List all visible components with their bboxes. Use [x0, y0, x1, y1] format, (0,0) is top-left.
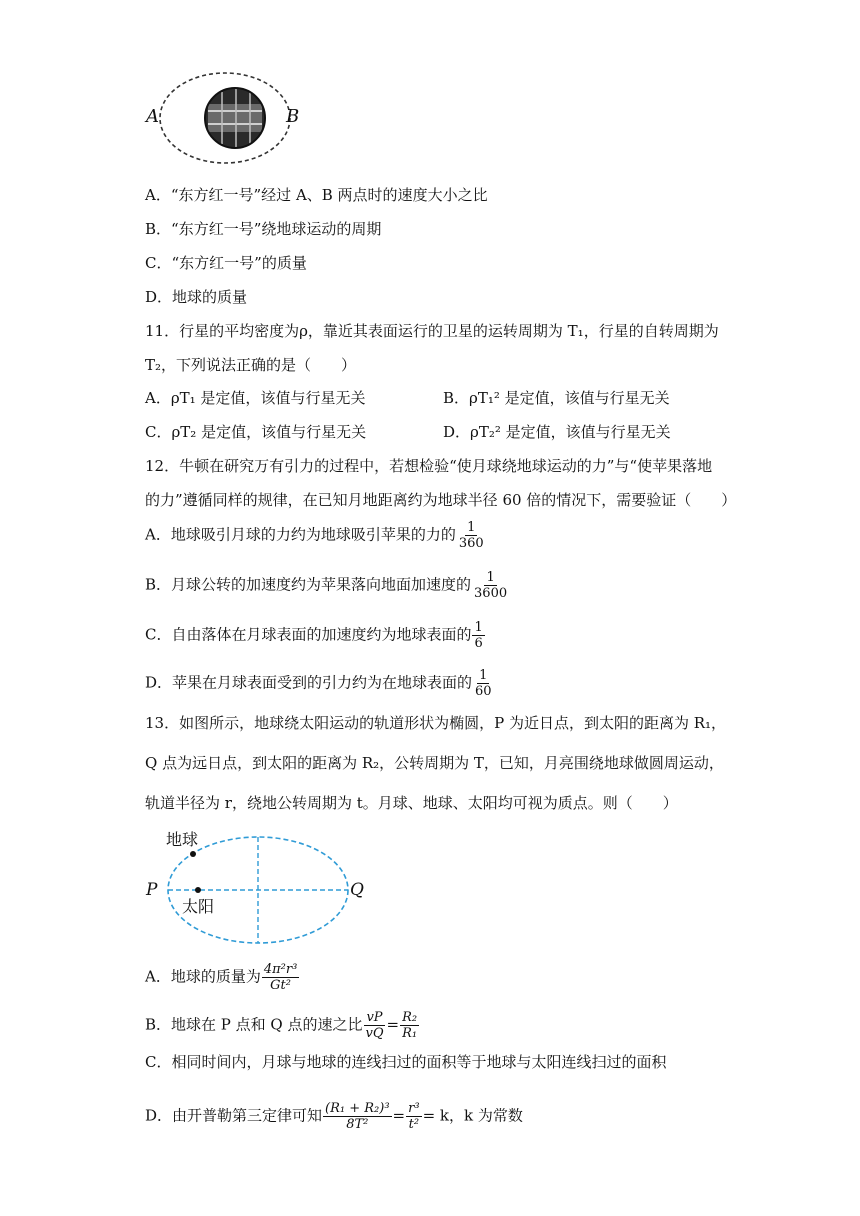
- q12-stem-line2: 的力”遵循同样的规律，在已知月地距离约为地球半径 60 倍的情况下，需要验证（ ）: [145, 491, 737, 509]
- earth-orbit-figure: [140, 822, 380, 950]
- q12-stem-line1: 12．牛顿在研究万有引力的过程中，若想检验“使月球绕地球运动的力”与“使苹果落地: [145, 457, 713, 475]
- q11-option-a: A．ρT₁ 是定值，该值与行星无关: [145, 389, 366, 407]
- q13-option-d: D．由开普勒第三定律可知 $\frac{\text{(R₁ + R₂)³}}{\text{8T²}}$ = $\frac{\text{r³}}{\text{t²}}$ = k，k 为常数: [145, 1101, 523, 1132]
- fraction-velocity: $\frac{vP}{vQ}$: [365, 1010, 384, 1041]
- fraction-c: $\frac{1}{6}$: [474, 620, 483, 651]
- earth-label: 地球: [166, 830, 199, 849]
- point-p-label: P: [146, 880, 158, 900]
- label-b: B: [286, 106, 300, 127]
- label-a: A: [146, 106, 159, 127]
- fraction-b: $\frac{1}{3600}$: [474, 570, 508, 601]
- q12-option-d: D．苹果在月球表面受到的引力约为在地球表面的 $\frac{1}{60}$: [145, 668, 492, 699]
- q11-option-d: D．ρT₂² 是定值，该值与行星无关: [443, 423, 671, 441]
- q11-option-c: C．ρT₂ 是定值，该值与行星无关: [145, 423, 367, 441]
- q10-option-a: A．“东方红一号”经过 A、B 两点时的速度大小之比: [145, 186, 488, 204]
- sun-dot: [195, 887, 201, 893]
- satellite-image: [205, 88, 265, 148]
- q13-option-a: A．地球的质量为 $\frac{\text{4π²r³}}{\text{Gt²}}$: [145, 962, 298, 993]
- fraction-earth-mass: $\frac{\text{4π²r³}}{\text{Gt²}}$: [263, 962, 298, 993]
- point-q-label: Q: [350, 880, 364, 900]
- q10-option-b: B．“东方红一号”绕地球运动的周期: [145, 220, 382, 238]
- q11-option-b: B．ρT₁² 是定值，该值与行星无关: [443, 389, 670, 407]
- q13-stem-line2: Q 点为远日点，到太阳的距离为 R₂，公转周期为 T，已知，月亮围绕地球做圆周运动，: [145, 754, 724, 772]
- fraction-radius: $\frac{\text{R₂}}{\text{R₁}}$: [402, 1010, 418, 1041]
- q12-option-b: B．月球公转的加速度约为苹果落向地面加速度的 $\frac{1}{3600}$: [145, 570, 508, 601]
- fraction-kepler-left: $\frac{\text{(R₁ + R₂)³}}{\text{8T²}}$: [325, 1101, 390, 1132]
- q13-stem-line3: 轨道半径为 r，绕地公转周期为 t。月球、地球、太阳均可视为质点。则（ ）: [145, 794, 678, 812]
- q11-stem-line1: 11．行星的平均密度为ρ，靠近其表面运行的卫星的运转周期为 T₁，行星的自转周期为: [145, 322, 719, 340]
- satellite-orbit-figure: [140, 68, 320, 168]
- q12-option-a: A．地球吸引月球的力约为地球吸引苹果的力的 $\frac{1}{360}$: [145, 520, 484, 551]
- sun-label: 太阳: [182, 897, 215, 916]
- fraction-kepler-right: $\frac{\text{r³}}{\text{t²}}$: [408, 1101, 420, 1132]
- q10-option-d: D．地球的质量: [145, 288, 248, 306]
- q13-option-c: C．相同时间内，月球与地球的连线扫过的面积等于地球与太阳连线扫过的面积: [145, 1053, 667, 1071]
- fraction-d: $\frac{1}{60}$: [475, 668, 492, 699]
- q13-stem-line1: 13．如图所示，地球绕太阳运动的轨道形状为椭圆，P 为近日点，到太阳的距离为 R₁，: [145, 714, 727, 732]
- q11-stem-line2: T₂，下列说法正确的是（ ）: [145, 356, 357, 374]
- q12-option-c: C．自由落体在月球表面的加速度约为地球表面的 $\frac{1}{6}$: [145, 620, 483, 651]
- fraction-a: $\frac{1}{360}$: [458, 520, 484, 551]
- q10-option-c: C．“东方红一号”的质量: [145, 254, 307, 272]
- q13-option-b: B．地球在 P 点和 Q 点的速之比 $\frac{vP}{vQ}$ = $\frac{\text{R₂}}{\text{R₁}}$: [145, 1010, 418, 1041]
- earth-dot: [190, 851, 196, 857]
